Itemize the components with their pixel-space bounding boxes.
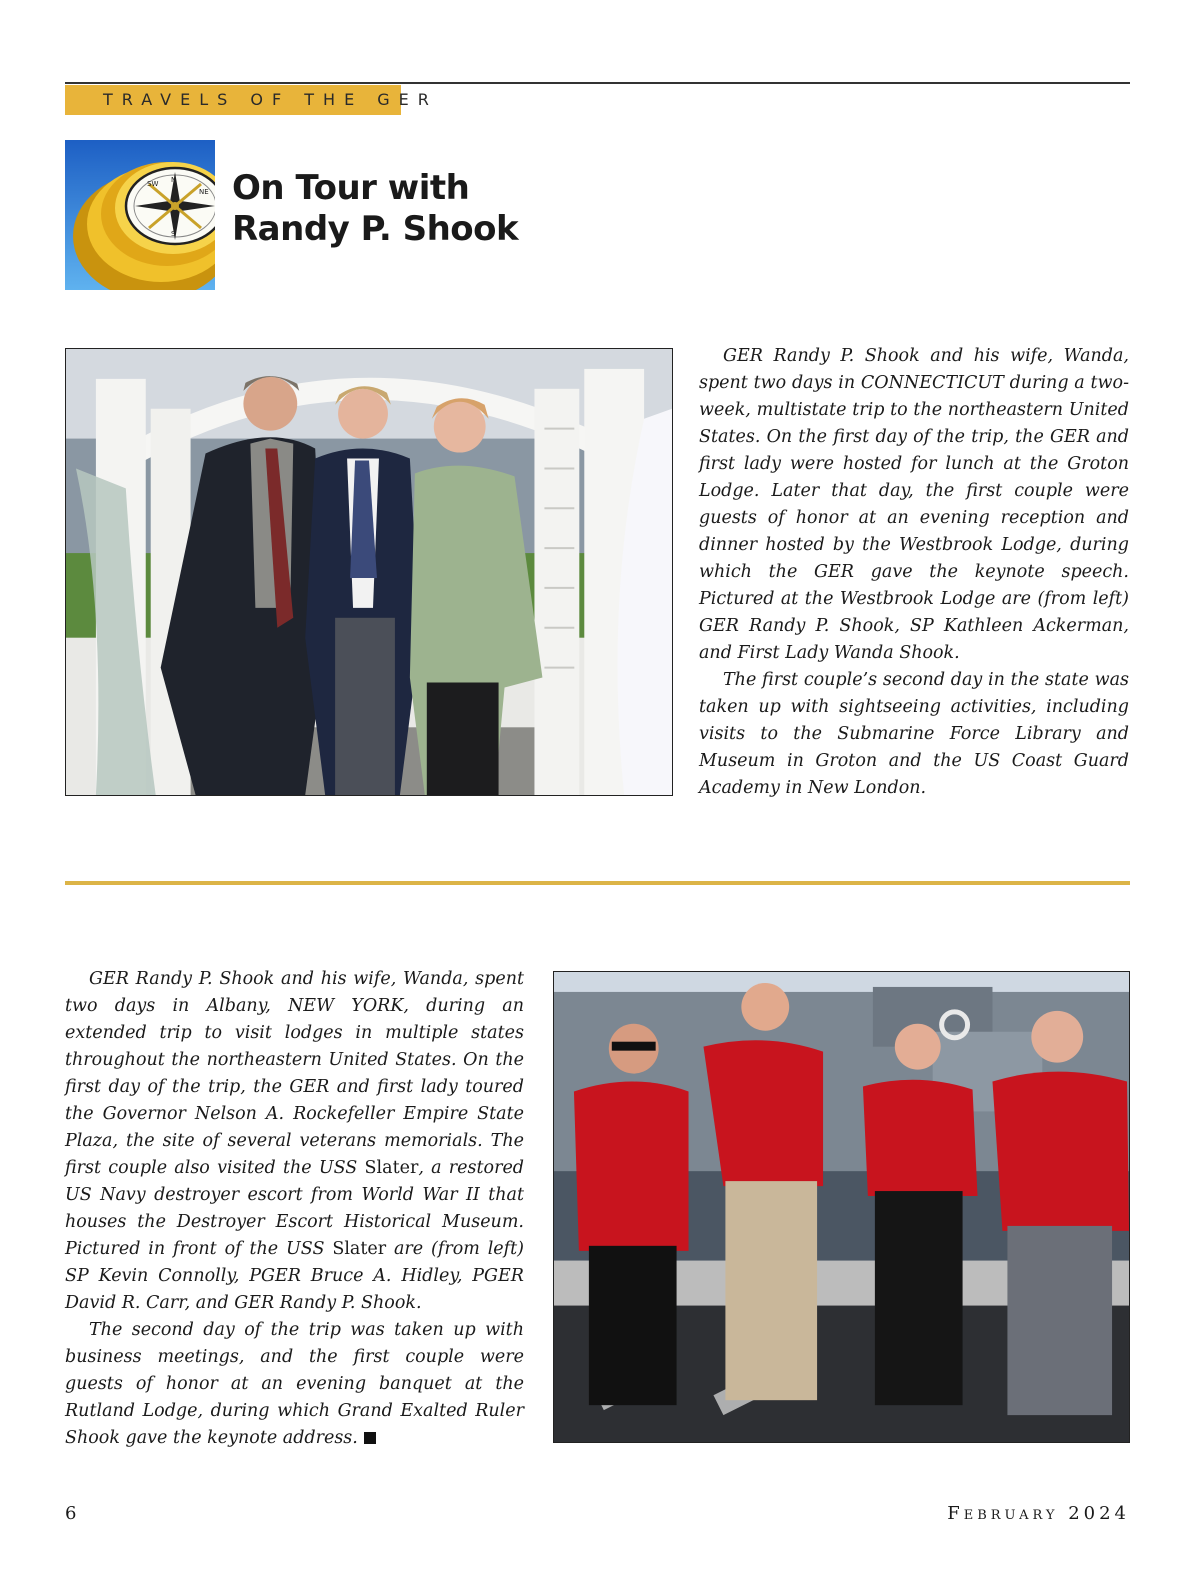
text-part: , a restored US Navy destroyer escort from World War II that houses the Destroyer Escort Historical Museum. Pictured in front of the USS — [65, 1158, 525, 1259]
compass-icon — [65, 140, 215, 290]
compass-label-n: N — [171, 176, 177, 184]
westbrook-lodge-photo — [65, 348, 673, 796]
compass-label-sw: SW — [147, 180, 159, 188]
section-divider — [65, 881, 1130, 885]
article-connecticut-paragraph-1: GER Randy P. Shook and his wife, Wanda, spent two days in CONNECTICUT during a two-week, multistate trip to the northeastern United States. On the first day of the trip, the GER and first lady were hosted for lunch at the Groton Lodge. Later that day, the first couple were guests of honor at an evening reception and dinner hosted by the Westbrook Lodge, during which the GER gave the keynote speech. Pictured at the Westbrook Lodge are (from left) GER Randy P. Shook, SP Kathleen Ackerman, and First Lady Wanda Shook. — [699, 346, 1129, 663]
ship-name: Slater — [364, 1158, 419, 1178]
text-part: GER Randy P. Shook and his wife, Wanda, spent two days in Albany, NEW YORK, during an extended trip to visit lodges in multiple states throughout the northeastern United States. On the first day of the trip, the GER and first lady toured the Governor Nelson A. Rockefeller Empire State Plaza, the site of several veterans memorials. The first couple also visited the USS — [65, 969, 524, 1178]
article-new-york — [65, 966, 524, 1452]
compass-logo — [65, 140, 215, 290]
title-line-1: On Tour with — [232, 168, 470, 208]
article-connecticut — [699, 343, 1129, 802]
end-mark-icon — [364, 1432, 376, 1444]
title-line-2: Randy P. Shook — [232, 209, 519, 249]
article-connecticut-paragraph-2: The first couple’s second day in the state was taken up with sightseeing activities, including visits to the Submarine Force Library and Museum in Groton and the US Coast Guard Academy in New London. — [699, 670, 1129, 798]
uss-slater-photo — [553, 971, 1130, 1443]
compass-label-ne: NE — [199, 188, 209, 196]
issue-date: February 2024 — [947, 1503, 1130, 1524]
section-tag: TRAVELS OF THE GER — [65, 85, 401, 115]
page-title — [232, 168, 518, 250]
text-part: are (from left) SP Kevin Connolly, PGER Bruce A. Hidley, PGER David R. Carr, and GER Randy P. Shook. — [65, 1239, 524, 1313]
article-new-york-paragraph-2 — [65, 1317, 524, 1452]
top-rule — [65, 82, 1130, 84]
compass-label-s: S — [171, 230, 176, 238]
ship-name: Slater — [332, 1239, 387, 1259]
page-number: 6 — [65, 1503, 77, 1524]
text-part: The second day of the trip was taken up with business meetings, and the first couple were guests of honor at an evening banquet at the Rutland Lodge, during which Grand Exalted Ruler Shook gave the keynote address. — [65, 1320, 524, 1448]
article-new-york-paragraph-1 — [65, 966, 524, 1317]
